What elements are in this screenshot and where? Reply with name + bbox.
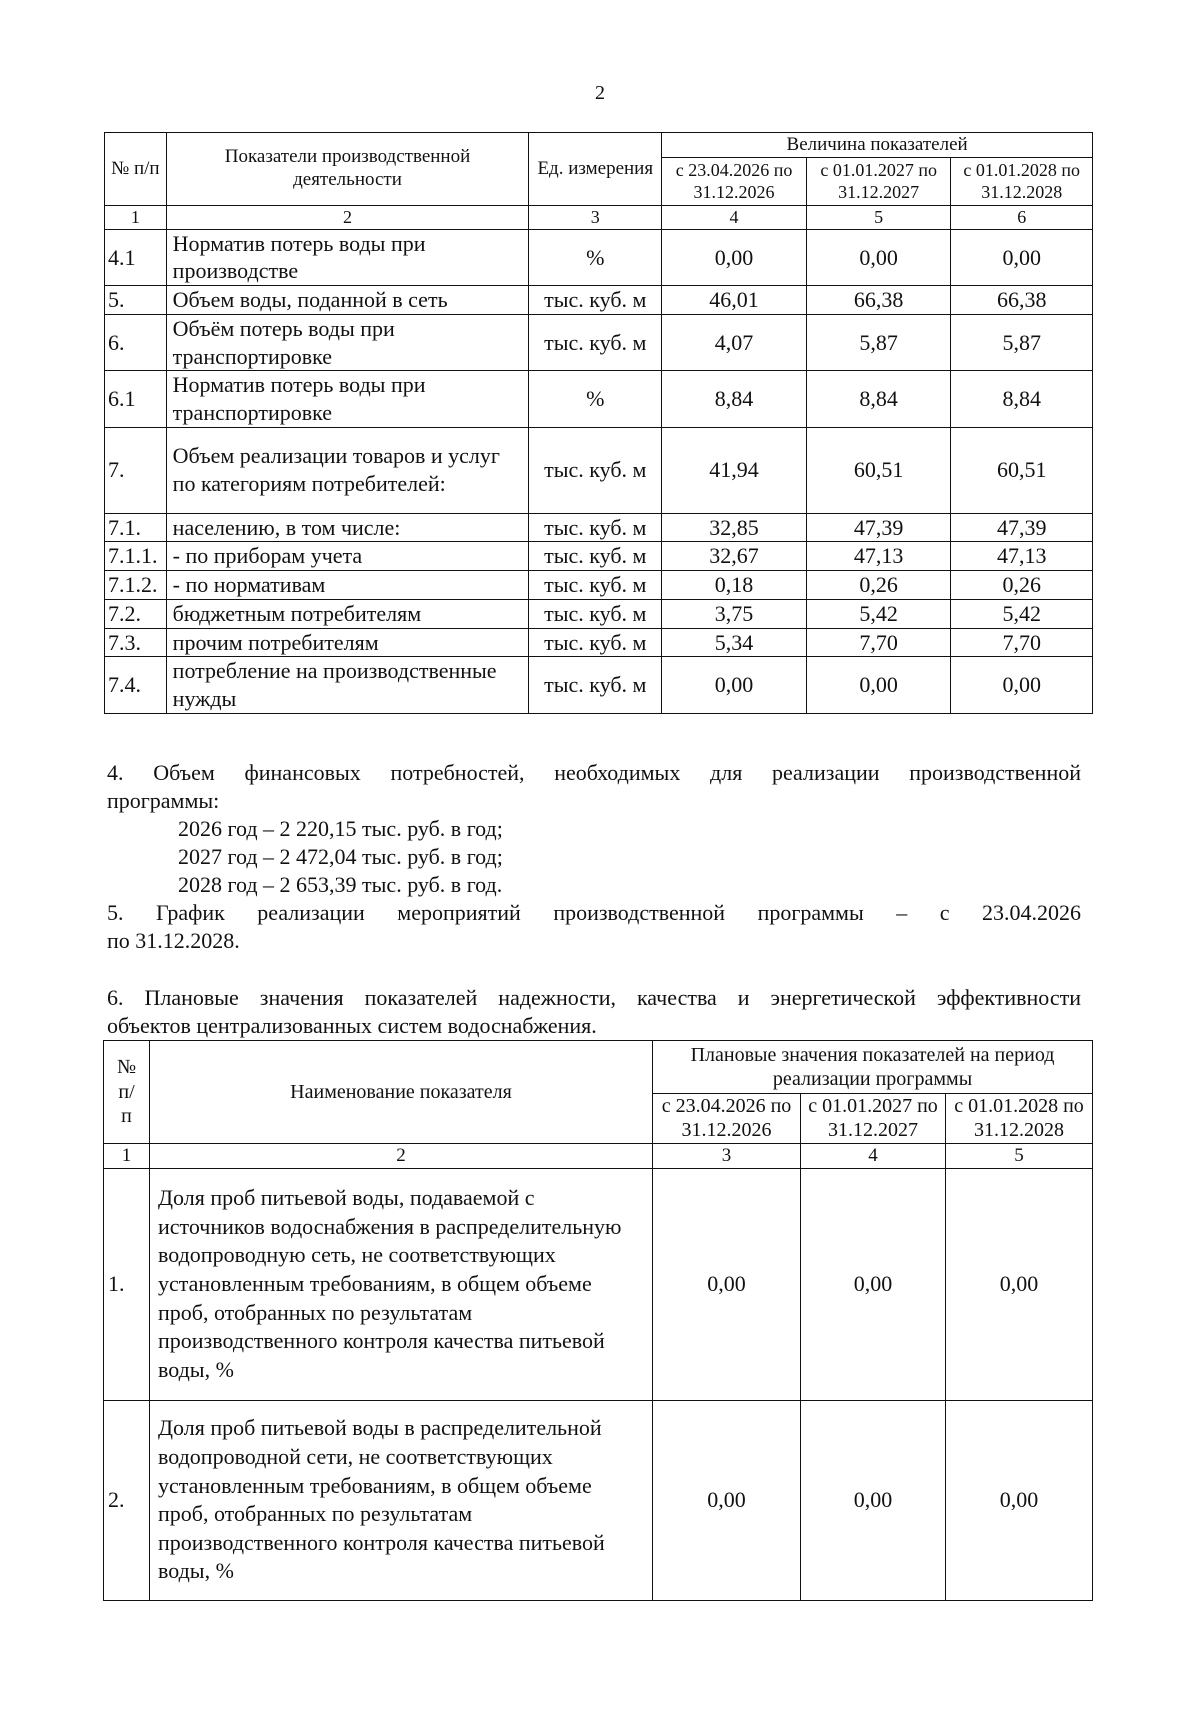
row-number: 7.1.2.: [105, 571, 167, 600]
row-value-2028: 60,51: [951, 427, 1093, 513]
row-value-2028: 0,26: [951, 571, 1093, 600]
row-value-2026: 8,84: [662, 371, 807, 427]
col-number: 4: [662, 206, 807, 230]
row-value-2026: 0,18: [662, 571, 807, 600]
row-unit: %: [529, 229, 662, 285]
row-value-2028: 5,42: [951, 599, 1093, 628]
row-unit: тыс. куб. м: [529, 542, 662, 571]
row-unit: тыс. куб. м: [529, 571, 662, 600]
row-indicator: Объем воды, поданной в сеть: [166, 286, 529, 315]
row-value-2027: 5,42: [806, 599, 951, 628]
row-number: 7.4.: [105, 657, 167, 713]
header-unit: Ед. измерения: [529, 133, 662, 206]
table-row: [105, 657, 1093, 713]
table-row: [105, 286, 1093, 315]
header-period-2026: с 23.04.2026 по 31.12.2026: [662, 158, 807, 206]
row-number: 4.1: [105, 229, 167, 285]
section-4-line-1: 4. Объем финансовых потребностей, необходимых для реализации производственной: [107, 760, 1081, 785]
table-row: [105, 542, 1093, 571]
row-value-2026: 46,01: [662, 286, 807, 315]
section-6-line-1: 6. Плановые значения показателей надежности, качества и энергетической эффективности: [107, 985, 1081, 1010]
row-indicator: - по приборам учета: [166, 542, 529, 571]
row-number: 7.: [105, 427, 167, 513]
row-indicator: Доля проб питьевой воды в распределительной водопроводной сети, не соответствующих установленным требованиям, в общем объеме проб, отобранных по результатам производственного контроля качества питьевой воды, %: [150, 1400, 653, 1600]
row-value-2028: 47,13: [951, 542, 1093, 571]
col-number: 1: [104, 1143, 150, 1168]
row-number: 7.1.: [105, 513, 167, 542]
row-indicator: Объём потерь воды при транспортировке: [166, 314, 529, 370]
row-indicator: Норматив потерь воды при производстве: [166, 229, 529, 285]
col-number: 4: [801, 1143, 946, 1168]
row-value-2028: 0,00: [951, 229, 1093, 285]
row-value-2026: 0,00: [653, 1168, 801, 1400]
row-unit: тыс. куб. м: [529, 286, 662, 315]
row-unit: тыс. куб. м: [529, 628, 662, 657]
row-value-2027: 5,87: [806, 314, 951, 370]
table-row: [104, 1400, 1093, 1600]
header-period-2028: с 01.01.2028 по 31.12.2028: [951, 158, 1093, 206]
section-6-line-2: объектов централизованных систем водоснабжения.: [107, 1013, 597, 1038]
row-value-2026: 3,75: [662, 599, 807, 628]
header-name: Наименование показателя: [150, 1041, 653, 1144]
row-number: 6.1: [105, 371, 167, 427]
col-number: 5: [946, 1143, 1093, 1168]
row-value-2028: 0,00: [946, 1400, 1093, 1600]
col-number: 6: [951, 206, 1093, 230]
row-value-2028: 47,39: [951, 513, 1093, 542]
table-row: [105, 371, 1093, 427]
row-indicator: - по нормативам: [166, 571, 529, 600]
header-indicator: Показатели производственной деятельности: [166, 133, 529, 206]
col-number: 5: [806, 206, 951, 230]
table-row: [105, 628, 1093, 657]
row-number: 7.3.: [105, 628, 167, 657]
row-number: 6.: [105, 314, 167, 370]
header-period-2028: с 01.01.2028 по 31.12.2028: [946, 1094, 1093, 1144]
row-indicator: Доля проб питьевой воды, подаваемой с источников водоснабжения в распределительную водопроводную сеть, не соответствующих установленным требованиям, в общем объеме проб, отобранных по результатам производственного контроля качества питьевой воды, %: [150, 1168, 653, 1400]
col-number: 3: [529, 206, 662, 230]
row-indicator: потребление на производственные нужды: [166, 657, 529, 713]
row-value-2026: 32,85: [662, 513, 807, 542]
section-5-line-1: 5. График реализации мероприятий производственной программы – с 23.04.2026: [107, 900, 1081, 925]
row-number: 5.: [105, 286, 167, 315]
col-number: 3: [653, 1143, 801, 1168]
row-value-2026: 32,67: [662, 542, 807, 571]
row-value-2026: 4,07: [662, 314, 807, 370]
row-unit: тыс. куб. м: [529, 427, 662, 513]
row-indicator: населению, в том числе:: [166, 513, 529, 542]
row-indicator: Норматив потерь воды при транспортировке: [166, 371, 529, 427]
row-value-2027: 8,84: [806, 371, 951, 427]
section-5-line-2: по 31.12.2028.: [107, 928, 240, 953]
col-number: 2: [166, 206, 529, 230]
row-unit: %: [529, 371, 662, 427]
row-value-2027: 0,00: [801, 1168, 946, 1400]
row-number: 1.: [104, 1168, 150, 1400]
finance-2026: 2026 год – 2 220,15 тыс. руб. в год;: [178, 816, 503, 841]
header-values-group: Величина показателей: [662, 133, 1093, 158]
row-value-2027: 0,00: [801, 1400, 946, 1600]
row-value-2026: 0,00: [662, 229, 807, 285]
row-value-2027: 0,00: [806, 657, 951, 713]
reliability-indicators-table: [103, 1040, 1093, 1601]
row-value-2028: 0,00: [951, 657, 1093, 713]
row-value-2027: 47,13: [806, 542, 951, 571]
table-row: [105, 599, 1093, 628]
header-no: № п/п: [104, 1041, 150, 1144]
row-indicator: прочим потребителям: [166, 628, 529, 657]
production-indicators-table: [104, 132, 1093, 714]
row-unit: тыс. куб. м: [529, 657, 662, 713]
header-period-2027: с 01.01.2027 по 31.12.2027: [801, 1094, 946, 1144]
table-row: [105, 314, 1093, 370]
row-indicator: Объем реализации товаров и услуг по категориям потребителей:: [166, 427, 529, 513]
header-period-2027: с 01.01.2027 по 31.12.2027: [806, 158, 951, 206]
table-row: [104, 1168, 1093, 1400]
table-row: [105, 229, 1093, 285]
row-value-2026: 41,94: [662, 427, 807, 513]
col-number: 1: [105, 206, 167, 230]
row-number: 2.: [104, 1400, 150, 1600]
row-value-2027: 47,39: [806, 513, 951, 542]
col-number: 2: [150, 1143, 653, 1168]
row-value-2027: 0,00: [806, 229, 951, 285]
row-value-2027: 7,70: [806, 628, 951, 657]
row-value-2028: 0,00: [946, 1168, 1093, 1400]
section-4-line-2: программы:: [107, 788, 220, 813]
page-number: 2: [595, 82, 605, 104]
row-value-2026: 0,00: [662, 657, 807, 713]
row-value-2026: 5,34: [662, 628, 807, 657]
table-row: [105, 571, 1093, 600]
finance-2027: 2027 год – 2 472,04 тыс. руб. в год;: [178, 844, 503, 869]
header-period-2026: с 23.04.2026 по 31.12.2026: [653, 1094, 801, 1144]
row-number: 7.1.1.: [105, 542, 167, 571]
row-value-2027: 60,51: [806, 427, 951, 513]
row-value-2026: 0,00: [653, 1400, 801, 1600]
table-row: [105, 513, 1093, 542]
row-number: 7.2.: [105, 599, 167, 628]
row-unit: тыс. куб. м: [529, 599, 662, 628]
row-value-2027: 66,38: [806, 286, 951, 315]
row-unit: тыс. куб. м: [529, 513, 662, 542]
header-no: № п/п: [105, 133, 167, 206]
row-value-2027: 0,26: [806, 571, 951, 600]
row-indicator: бюджетным потребителям: [166, 599, 529, 628]
row-unit: тыс. куб. м: [529, 314, 662, 370]
table-row: [105, 427, 1093, 513]
row-value-2028: 7,70: [951, 628, 1093, 657]
row-value-2028: 5,87: [951, 314, 1093, 370]
row-value-2028: 66,38: [951, 286, 1093, 315]
header-planned-values-group: Плановые значения показателей на период реализации программы: [653, 1041, 1093, 1094]
finance-2028: 2028 год – 2 653,39 тыс. руб. в год.: [178, 872, 503, 897]
row-value-2028: 8,84: [951, 371, 1093, 427]
